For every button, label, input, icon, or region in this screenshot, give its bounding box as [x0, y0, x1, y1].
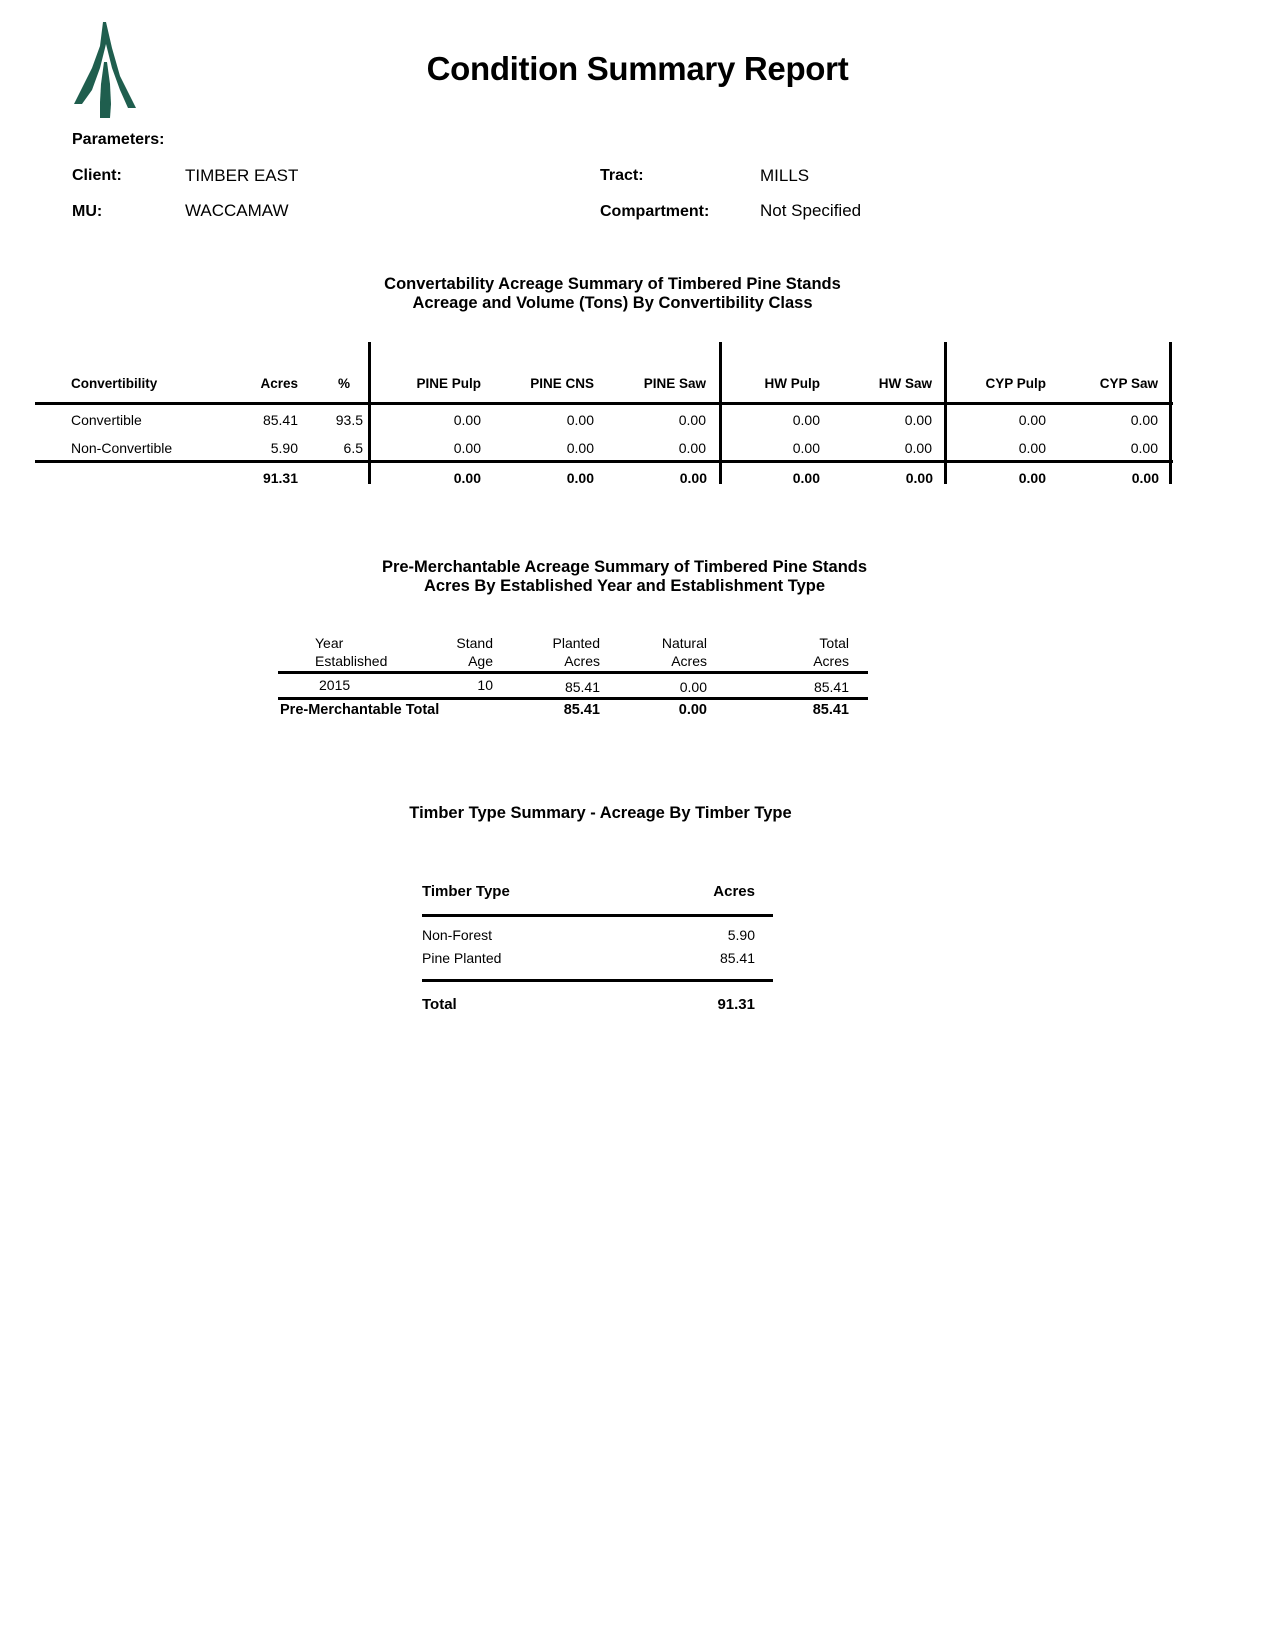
col-header: Planted Acres — [552, 635, 600, 669]
premerchantable-title-line1: Pre-Merchantable Acreage Summary of Timbered Pine Stands — [381, 558, 868, 576]
tract-label: Tract: — [600, 167, 644, 184]
total-cell: 0.00 — [453, 470, 481, 486]
total-cell: 91.31 — [262, 470, 298, 486]
cell: 0.00 — [679, 679, 707, 695]
total-cell: 85.41 — [563, 702, 600, 718]
mu-value: WACCAMAW — [185, 201, 289, 220]
total-label: Total — [422, 996, 457, 1013]
total-cell: 91.31 — [717, 996, 755, 1013]
col-header: CYP Saw — [1099, 376, 1158, 391]
cell: 6.5 — [343, 440, 363, 456]
col-header: Acres — [260, 376, 298, 391]
cell: 0.00 — [453, 412, 481, 428]
col-header: Timber Type — [422, 883, 510, 900]
total-cell: 0.00 — [1018, 470, 1046, 486]
totals-rule — [422, 979, 773, 982]
cell: 0.00 — [678, 440, 706, 456]
cell: Non-Forest — [422, 927, 493, 943]
total-cell: 0.00 — [679, 470, 707, 486]
cell: 93.5 — [335, 412, 363, 428]
report-title: Condition Summary Report — [426, 50, 849, 87]
col-header: CYP Pulp — [985, 376, 1046, 391]
total-cell: 0.00 — [792, 470, 820, 486]
total-cell: 0.00 — [678, 702, 707, 718]
col-header: HW Saw — [878, 376, 932, 391]
col-header: PINE Pulp — [416, 376, 481, 391]
cell: 0.00 — [1018, 412, 1046, 428]
total-label: Pre-Merchantable Total — [280, 702, 440, 718]
cell: 5.90 — [270, 440, 298, 456]
cell: 10 — [477, 677, 493, 693]
cell: 0.00 — [792, 440, 820, 456]
cell: 2015 — [319, 677, 351, 693]
cell: 0.00 — [453, 440, 481, 456]
cell: 5.90 — [727, 927, 755, 943]
client-label: Client: — [72, 167, 122, 184]
cell: 0.00 — [792, 412, 820, 428]
cell: 0.00 — [678, 412, 706, 428]
parameters-heading: Parameters: — [72, 131, 165, 148]
col-header: % — [337, 376, 350, 391]
client-value: TIMBER EAST — [185, 166, 299, 185]
cell: 0.00 — [566, 440, 594, 456]
cell: Pine Planted — [422, 950, 502, 966]
cell: 0.00 — [1130, 412, 1158, 428]
col-header: Acres — [713, 883, 755, 900]
total-cell: 0.00 — [905, 470, 933, 486]
col-header: Total Acres — [813, 635, 849, 669]
col-header: HW Pulp — [764, 376, 820, 391]
cell: 85.41 — [262, 412, 298, 428]
total-cell: 0.00 — [1131, 470, 1159, 486]
col-header: Stand Age — [456, 635, 493, 669]
tract-value: MILLS — [760, 166, 810, 185]
cell: 85.41 — [719, 950, 755, 966]
cell: 85.41 — [564, 679, 600, 695]
cell: 0.00 — [1018, 440, 1046, 456]
row-label: Convertible — [71, 412, 142, 428]
header-rule — [422, 914, 773, 917]
timber-type-title: Timber Type Summary - Acreage By Timber Type — [409, 804, 792, 822]
convertibility-title-line1: Convertability Acreage Summary of Timbered Pine Stands — [384, 275, 841, 293]
row-label: Non-Convertible — [71, 440, 173, 456]
col-header: PINE CNS — [530, 376, 594, 391]
cell: 0.00 — [904, 412, 932, 428]
col-header: PINE Saw — [643, 376, 706, 391]
col-header: Year Established — [315, 635, 388, 669]
convertibility-title-line2: Acreage and Volume (Tons) By Convertibility Class — [412, 294, 813, 312]
cell: 0.00 — [1130, 440, 1158, 456]
mu-label: MU: — [72, 203, 103, 220]
cell: 85.41 — [813, 679, 849, 695]
total-cell: 85.41 — [812, 702, 849, 718]
cell: 0.00 — [904, 440, 932, 456]
col-header: Natural Acres — [661, 635, 707, 669]
premerchantable-title-line2: Acres By Established Year and Establishment Type — [423, 577, 826, 595]
total-cell: 0.00 — [566, 470, 594, 486]
cell: 0.00 — [566, 412, 594, 428]
compartment-value: Not Specified — [760, 201, 862, 220]
compartment-label: Compartment: — [600, 203, 710, 220]
col-header: Convertibility — [71, 376, 158, 391]
